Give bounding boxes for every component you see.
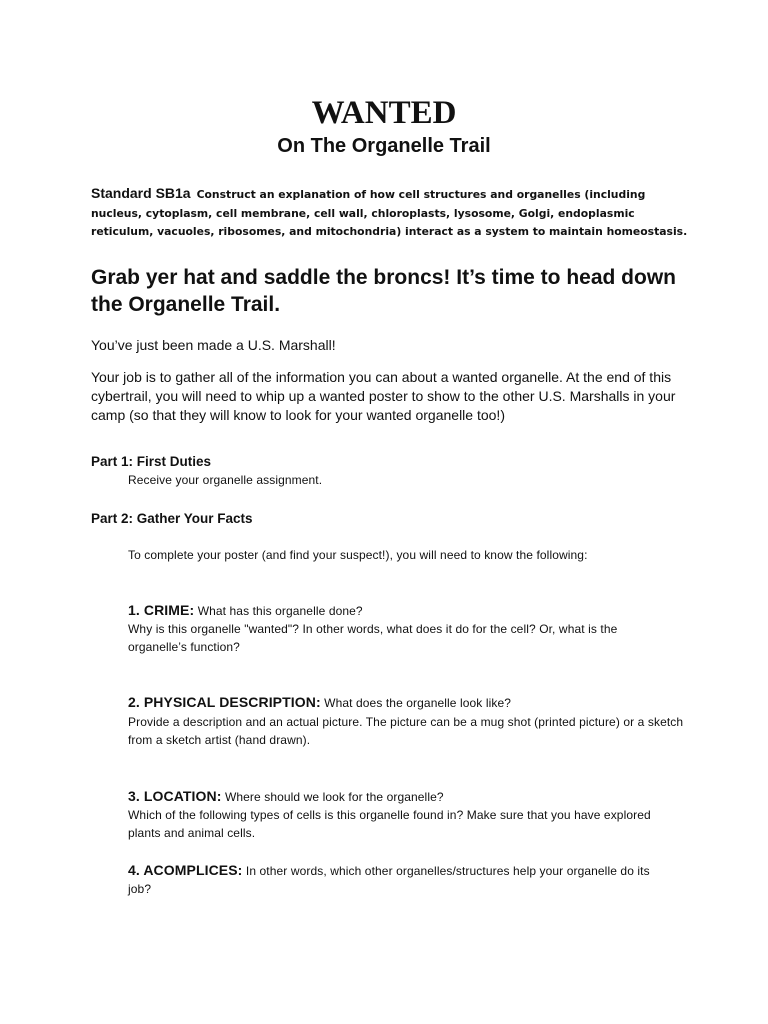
- intro-paragraph-1: You’ve just been made a U.S. Marshall!: [91, 337, 336, 353]
- intro-paragraph-2: Your job is to gather all of the information you can about a wanted organelle. At the end of this cybertrail, you will need to whip up a wanted poster to show to the other U.S. Marshalls in your camp (so that they will know to look for your wanted organelle too!): [91, 369, 676, 423]
- headline: Grab yer hat and saddle the broncs! It’s time to head down the Organelle Trail.: [91, 266, 676, 316]
- item-question: In other words, which other organelles/structures help your organelle do its job?: [128, 864, 650, 896]
- item-detail: Provide a description and an actual picture. The picture can be a mug shot (printed picture) or a sketch from a sketch artist (hand drawn).: [128, 715, 684, 747]
- item-detail: Which of the following types of cells is this organelle found in? Make sure that you have explored plants and animal cells.: [128, 808, 651, 840]
- item-heading: 1. CRIME:: [128, 602, 195, 618]
- standard-text: Construct an explanation of how cell structures and organelles (including nucleus, cytoplasm, cell membrane, cell wall, chloroplasts, lysosome, Golgi, endoplasmic reticulum, vacuoles, ribosomes, and mitochondria) interact as a system to maintain homeostasis.: [91, 188, 688, 238]
- item-crime: [128, 601, 688, 620]
- part1-text: Receive your organelle assignment.: [128, 473, 323, 487]
- item-accomplices: [128, 861, 673, 898]
- item-question: What has this organelle done?: [197, 604, 363, 618]
- item-detail: Why is this organelle "wanted"? In other words, what does it do for the cell? Or, what is the organelle’s function?: [128, 622, 618, 654]
- part2-text: To complete your poster (and find your suspect!), you will need to know the following:: [128, 548, 588, 562]
- part1-heading: Part 1: First Duties: [91, 454, 212, 469]
- standard-block: [91, 185, 691, 242]
- item-physical-description: [128, 693, 688, 712]
- item-question: What does the organelle look like?: [324, 696, 512, 710]
- item-heading: 2. PHYSICAL DESCRIPTION:: [128, 694, 321, 710]
- part2-heading: Part 2: Gather Your Facts: [91, 511, 253, 526]
- item-question: Where should we look for the organelle?: [224, 790, 444, 804]
- item-heading: 4. ACOMPLICES:: [128, 862, 243, 878]
- page-title: WANTED: [311, 95, 457, 131]
- page-subtitle: On The Organelle Trail: [277, 135, 491, 157]
- standard-label: Standard SB1a: [91, 185, 191, 201]
- item-location: [128, 787, 688, 806]
- item-heading: 3. LOCATION:: [128, 788, 222, 804]
